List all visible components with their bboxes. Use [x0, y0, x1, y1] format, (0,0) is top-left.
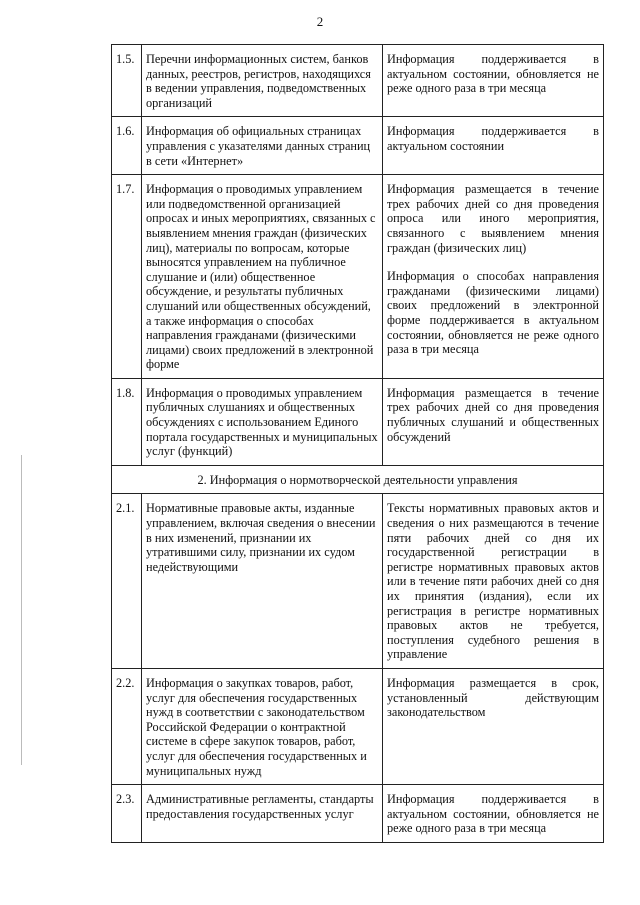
table-row [112, 668, 604, 784]
section-title: 2. Информация о нормотворческой деятельности управления [112, 465, 604, 494]
scan-margin-mark [21, 455, 22, 765]
table-row [112, 494, 604, 669]
table-row [112, 117, 604, 175]
table-row [112, 45, 604, 117]
placement-condition: Информация поддерживается в актуальном состоянии [383, 117, 604, 175]
information-name: Информация об официальных страницах управления с указателями данных страниц в сети «Интернет» [142, 117, 383, 175]
table-row [112, 378, 604, 465]
condition-paragraph: Информация о способах направления гражданами (физическими лицами) своих предложений в электронной форме поддерживается в актуальном состоянии, обновляется не реже одного раза в три месяца [387, 269, 599, 357]
information-name: Нормативные правовые акты, изданные управлением, включая сведения о внесении в них изменений, признании их утратившими силу, признании их судом недействующими [142, 494, 383, 669]
row-number: 1.8. [112, 378, 142, 465]
information-name: Административные регламенты, стандарты предоставления государственных услуг [142, 785, 383, 843]
row-number: 2.3. [112, 785, 142, 843]
table-row [112, 175, 604, 379]
row-number: 1.7. [112, 175, 142, 379]
placement-condition: Информация размещается в течение трех рабочих дней со дня проведения публичных слушаний и общественных обсуждений [383, 378, 604, 465]
section-header-row [112, 465, 604, 494]
row-number: 1.5. [112, 45, 142, 117]
table-row [112, 785, 604, 843]
information-name: Информация о закупках товаров, работ, услуг для обеспечения государственных нужд в соответствии с законодательством Российской Федерации о контрактной системе в сфере закупок товаров, работ, услуг для обеспечения государственных и муниципальных нужд [142, 668, 383, 784]
information-name: Перечни информационных систем, банков данных, реестров, регистров, находящихся в ведении управления, подведомственных организаций [142, 45, 383, 117]
placement-condition: Тексты нормативных правовых актов и сведения о них размещаются в течение пяти рабочих дней со дня их государственной регистрации в регистре нормативных правовых актов или в течение пяти рабочих дней со дня их принятия (издания), если их регистрация в регистре нормативных правовых актов не требуется, поступления судебного решения в управление [383, 494, 604, 669]
placement-condition: Информация поддерживается в актуальном состоянии, обновляется не реже одного раза в три месяца [383, 45, 604, 117]
row-number: 2.2. [112, 668, 142, 784]
row-number: 2.1. [112, 494, 142, 669]
row-number: 1.6. [112, 117, 142, 175]
information-name: Информация о проводимых управлением или подведомственной организацией опросах и иных мероприятиях, связанных с выявлением мнения граждан (физических лиц), материалы по вопросам, которые выносятся управлением на публичное слушание и (или) общественное обсуждение, и результаты публичных слушаний или общественных обсуждений, а также информация о способах направления гражданами (физическими лицами) своих предложений в электронной форме [142, 175, 383, 379]
placement-condition: Информация поддерживается в актуальном состоянии, обновляется не реже одного раза в три месяца [383, 785, 604, 843]
condition-paragraph: Информация размещается в течение трех рабочих дней со дня проведения опроса или иного мероприятия, связанного с выявлением мнения граждан (физических лиц) [387, 182, 599, 255]
page-number: 2 [316, 14, 324, 29]
information-table [111, 44, 604, 843]
placement-condition [383, 175, 604, 379]
placement-condition: Информация размещается в срок, установленный действующим законодательством [383, 668, 604, 784]
information-name: Информация о проводимых управлением публичных слушаниях и общественных обсуждениях с использованием Единого портала государственных и муниципальных услуг (функций) [142, 378, 383, 465]
